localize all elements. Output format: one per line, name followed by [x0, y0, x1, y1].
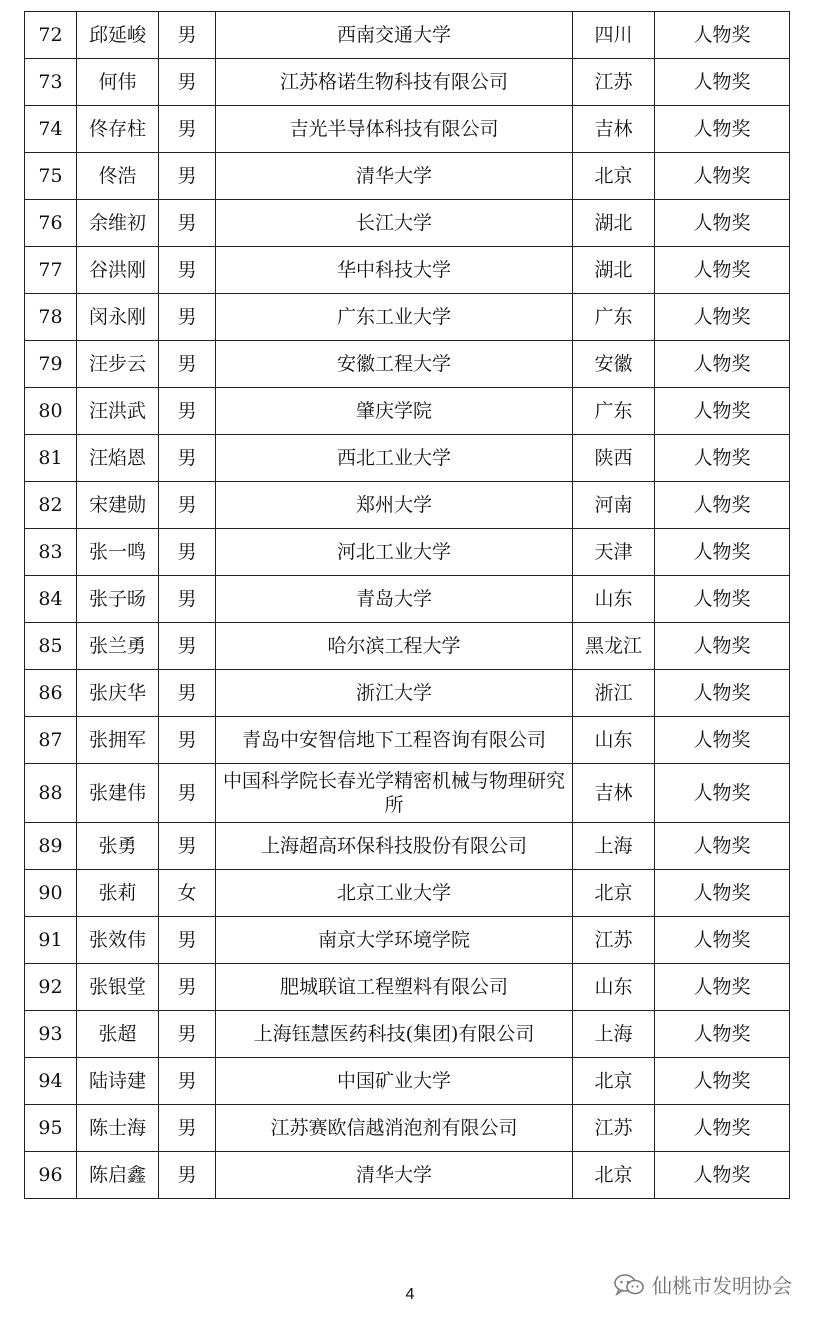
- cell-region: 陕西: [573, 435, 655, 482]
- cell-name: 汪焰恩: [77, 435, 159, 482]
- table-row: [25, 1011, 790, 1058]
- cell-number: 93: [25, 1011, 77, 1058]
- cell-name: 何伟: [77, 59, 159, 106]
- cell-region: 浙江: [573, 670, 655, 717]
- cell-name: 张拥军: [77, 717, 159, 764]
- table-row: [25, 388, 790, 435]
- cell-name: 谷洪刚: [77, 247, 159, 294]
- cell-award: 人物奖: [655, 1105, 790, 1152]
- cell-award: 人物奖: [655, 59, 790, 106]
- cell-gender: 男: [159, 12, 216, 59]
- cell-gender: 男: [159, 917, 216, 964]
- cell-region: 天津: [573, 529, 655, 576]
- cell-name: 陈士海: [77, 1105, 159, 1152]
- table-row: [25, 964, 790, 1011]
- cell-gender: 男: [159, 106, 216, 153]
- cell-name: 邱延峻: [77, 12, 159, 59]
- cell-region: 山东: [573, 717, 655, 764]
- cell-number: 95: [25, 1105, 77, 1152]
- cell-gender: 男: [159, 341, 216, 388]
- cell-region: 北京: [573, 153, 655, 200]
- cell-gender: 男: [159, 59, 216, 106]
- cell-number: 81: [25, 435, 77, 482]
- cell-region: 江苏: [573, 917, 655, 964]
- cell-name: 佟存柱: [77, 106, 159, 153]
- cell-organization: 哈尔滨工程大学: [216, 623, 573, 670]
- cell-gender: 男: [159, 294, 216, 341]
- table-row: [25, 670, 790, 717]
- cell-organization: 青岛中安智信地下工程咨询有限公司: [216, 717, 573, 764]
- cell-gender: 男: [159, 1152, 216, 1199]
- cell-award: 人物奖: [655, 1011, 790, 1058]
- cell-organization: 中国科学院长春光学精密机械与物理研究所: [216, 764, 573, 823]
- cell-gender: 男: [159, 1011, 216, 1058]
- cell-award: 人物奖: [655, 964, 790, 1011]
- cell-gender: 男: [159, 1105, 216, 1152]
- cell-region: 四川: [573, 12, 655, 59]
- cell-organization: 吉光半导体科技有限公司: [216, 106, 573, 153]
- cell-organization: 北京工业大学: [216, 870, 573, 917]
- cell-number: 77: [25, 247, 77, 294]
- cell-organization: 郑州大学: [216, 482, 573, 529]
- cell-organization: 上海超高环保科技股份有限公司: [216, 823, 573, 870]
- cell-name: 张银堂: [77, 964, 159, 1011]
- cell-gender: 男: [159, 388, 216, 435]
- cell-organization: 安徽工程大学: [216, 341, 573, 388]
- cell-gender: 男: [159, 1058, 216, 1105]
- cell-number: 87: [25, 717, 77, 764]
- cell-gender: 男: [159, 964, 216, 1011]
- cell-number: 82: [25, 482, 77, 529]
- cell-organization: 长江大学: [216, 200, 573, 247]
- cell-organization: 西北工业大学: [216, 435, 573, 482]
- cell-number: 72: [25, 12, 77, 59]
- table-row: [25, 764, 790, 823]
- table-row: [25, 870, 790, 917]
- table-row: [25, 917, 790, 964]
- cell-organization: 肇庆学院: [216, 388, 573, 435]
- cell-award: 人物奖: [655, 823, 790, 870]
- cell-award: 人物奖: [655, 870, 790, 917]
- cell-gender: 男: [159, 764, 216, 823]
- cell-name: 张子旸: [77, 576, 159, 623]
- table-row: [25, 482, 790, 529]
- cell-award: 人物奖: [655, 529, 790, 576]
- cell-name: 张勇: [77, 823, 159, 870]
- cell-organization: 青岛大学: [216, 576, 573, 623]
- cell-gender: 男: [159, 153, 216, 200]
- cell-gender: 男: [159, 823, 216, 870]
- cell-region: 北京: [573, 870, 655, 917]
- cell-award: 人物奖: [655, 1058, 790, 1105]
- table-row: [25, 435, 790, 482]
- cell-name: 张效伟: [77, 917, 159, 964]
- cell-name: 陆诗建: [77, 1058, 159, 1105]
- cell-organization: 南京大学环境学院: [216, 917, 573, 964]
- cell-region: 江苏: [573, 1105, 655, 1152]
- cell-award: 人物奖: [655, 623, 790, 670]
- cell-number: 85: [25, 623, 77, 670]
- cell-number: 94: [25, 1058, 77, 1105]
- table-row: [25, 717, 790, 764]
- cell-number: 86: [25, 670, 77, 717]
- table-row: [25, 153, 790, 200]
- cell-region: 山东: [573, 964, 655, 1011]
- cell-name: 汪洪武: [77, 388, 159, 435]
- table-row: [25, 12, 790, 59]
- cell-award: 人物奖: [655, 670, 790, 717]
- cell-region: 山东: [573, 576, 655, 623]
- cell-organization: 西南交通大学: [216, 12, 573, 59]
- cell-award: 人物奖: [655, 200, 790, 247]
- cell-gender: 男: [159, 529, 216, 576]
- cell-gender: 男: [159, 717, 216, 764]
- cell-number: 75: [25, 153, 77, 200]
- table-row: [25, 529, 790, 576]
- cell-award: 人物奖: [655, 576, 790, 623]
- cell-organization: 清华大学: [216, 1152, 573, 1199]
- cell-number: 91: [25, 917, 77, 964]
- award-table: [24, 11, 790, 1199]
- cell-gender: 男: [159, 435, 216, 482]
- cell-organization: 中国矿业大学: [216, 1058, 573, 1105]
- page-number: 4: [405, 1286, 415, 1303]
- cell-region: 黑龙江: [573, 623, 655, 670]
- cell-gender: 男: [159, 247, 216, 294]
- table-row: [25, 1152, 790, 1199]
- cell-name: 张莉: [77, 870, 159, 917]
- cell-award: 人物奖: [655, 435, 790, 482]
- table-row: [25, 1058, 790, 1105]
- cell-number: 74: [25, 106, 77, 153]
- cell-award: 人物奖: [655, 388, 790, 435]
- cell-award: 人物奖: [655, 764, 790, 823]
- cell-region: 河南: [573, 482, 655, 529]
- cell-organization: 江苏格诺生物科技有限公司: [216, 59, 573, 106]
- cell-gender: 男: [159, 200, 216, 247]
- cell-award: 人物奖: [655, 341, 790, 388]
- cell-award: 人物奖: [655, 1152, 790, 1199]
- cell-organization: 浙江大学: [216, 670, 573, 717]
- cell-region: 湖北: [573, 200, 655, 247]
- watermark-text: 仙桃市发明协会: [652, 1274, 792, 1298]
- cell-region: 吉林: [573, 106, 655, 153]
- cell-award: 人物奖: [655, 294, 790, 341]
- table-row: [25, 623, 790, 670]
- cell-organization: 清华大学: [216, 153, 573, 200]
- cell-number: 92: [25, 964, 77, 1011]
- cell-award: 人物奖: [655, 482, 790, 529]
- cell-number: 96: [25, 1152, 77, 1199]
- cell-region: 上海: [573, 1011, 655, 1058]
- cell-organization: 河北工业大学: [216, 529, 573, 576]
- cell-gender: 女: [159, 870, 216, 917]
- cell-region: 安徽: [573, 341, 655, 388]
- cell-organization: 江苏赛欧信越消泡剂有限公司: [216, 1105, 573, 1152]
- cell-region: 广东: [573, 294, 655, 341]
- cell-number: 73: [25, 59, 77, 106]
- watermark: [614, 1270, 792, 1299]
- cell-award: 人物奖: [655, 153, 790, 200]
- table-row: [25, 1105, 790, 1152]
- cell-name: 张超: [77, 1011, 159, 1058]
- cell-region: 北京: [573, 1058, 655, 1105]
- table-row: [25, 294, 790, 341]
- cell-name: 余维初: [77, 200, 159, 247]
- cell-award: 人物奖: [655, 12, 790, 59]
- table-row: [25, 576, 790, 623]
- table-row: [25, 823, 790, 870]
- cell-region: 广东: [573, 388, 655, 435]
- cell-number: 89: [25, 823, 77, 870]
- cell-name: 张一鸣: [77, 529, 159, 576]
- cell-name: 陈启鑫: [77, 1152, 159, 1199]
- cell-name: 张兰勇: [77, 623, 159, 670]
- cell-name: 张建伟: [77, 764, 159, 823]
- cell-number: 76: [25, 200, 77, 247]
- table-row: [25, 59, 790, 106]
- cell-organization: 广东工业大学: [216, 294, 573, 341]
- award-table-body: [25, 12, 790, 1199]
- cell-gender: 男: [159, 482, 216, 529]
- cell-number: 79: [25, 341, 77, 388]
- cell-region: 湖北: [573, 247, 655, 294]
- cell-name: 佟浩: [77, 153, 159, 200]
- cell-region: 江苏: [573, 59, 655, 106]
- cell-award: 人物奖: [655, 717, 790, 764]
- cell-organization: 华中科技大学: [216, 247, 573, 294]
- cell-name: 闵永刚: [77, 294, 159, 341]
- cell-region: 北京: [573, 1152, 655, 1199]
- cell-award: 人物奖: [655, 247, 790, 294]
- cell-number: 78: [25, 294, 77, 341]
- cell-number: 80: [25, 388, 77, 435]
- cell-number: 84: [25, 576, 77, 623]
- cell-gender: 男: [159, 670, 216, 717]
- cell-name: 汪步云: [77, 341, 159, 388]
- cell-award: 人物奖: [655, 917, 790, 964]
- cell-number: 90: [25, 870, 77, 917]
- cell-name: 宋建勋: [77, 482, 159, 529]
- table-row: [25, 106, 790, 153]
- cell-gender: 男: [159, 576, 216, 623]
- cell-award: 人物奖: [655, 106, 790, 153]
- cell-region: 上海: [573, 823, 655, 870]
- cell-gender: 男: [159, 623, 216, 670]
- cell-region: 吉林: [573, 764, 655, 823]
- table-row: [25, 247, 790, 294]
- wechat-icon: [614, 1273, 644, 1297]
- cell-organization: 肥城联谊工程塑料有限公司: [216, 964, 573, 1011]
- cell-number: 83: [25, 529, 77, 576]
- cell-name: 张庆华: [77, 670, 159, 717]
- table-row: [25, 200, 790, 247]
- cell-organization: 上海钰慧医药科技(集团)有限公司: [216, 1011, 573, 1058]
- table-row: [25, 341, 790, 388]
- cell-number: 88: [25, 764, 77, 823]
